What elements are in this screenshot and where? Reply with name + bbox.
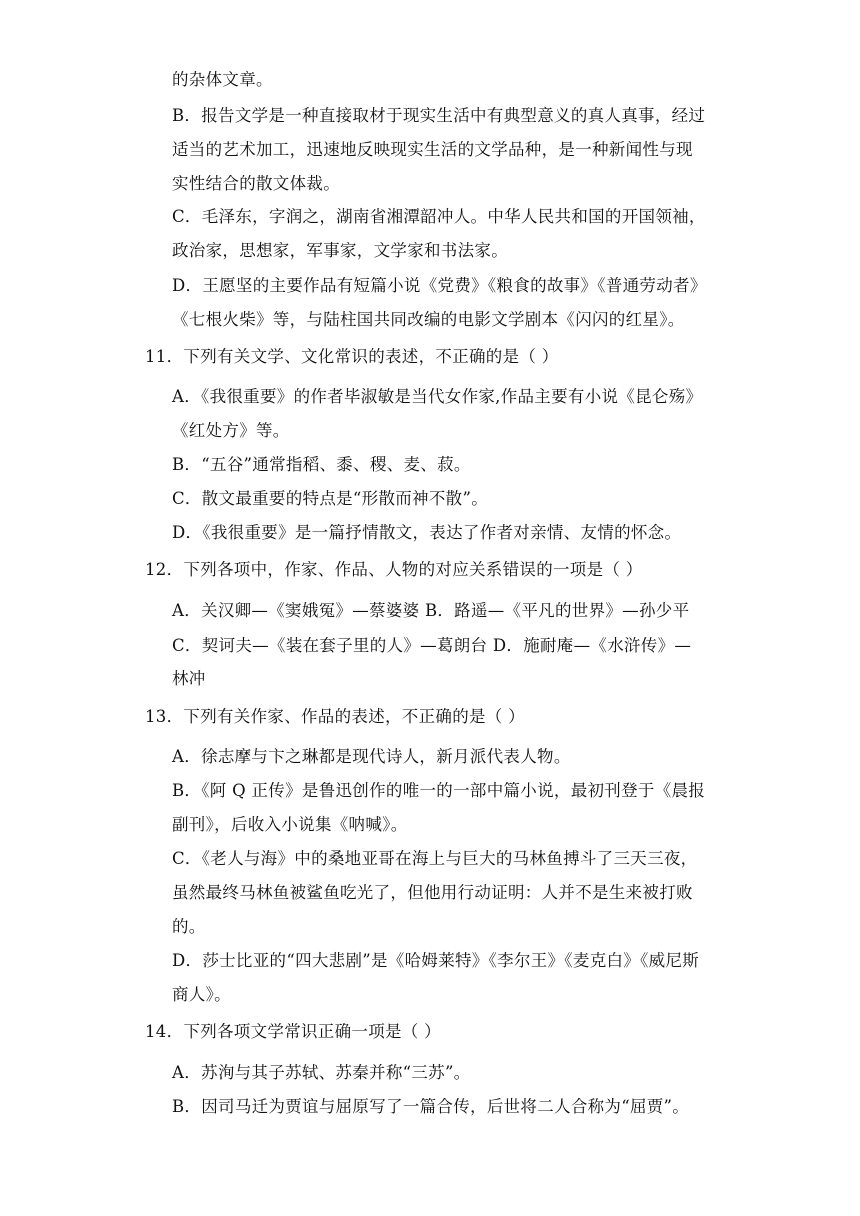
option-b-line: B．报告文学是一种直接取材于现实生活中有典型意义的真人真事，经过 <box>172 106 706 125</box>
options-cd-line: C．契诃夫—《装在套子里的人》—葛朗台 D．施耐庵—《水浒传》— <box>172 636 692 655</box>
option-b-line: B．《阿 Q 正传》是鲁迅创作的唯一的一部中篇小说，最初刊登于《晨报 <box>172 781 706 800</box>
option-d-line: D．王愿坚的主要作品有短篇小说《党费》《粮食的故事》《普通劳动者》 <box>172 276 707 295</box>
text-line: 虽然最终马林鱼被鲨鱼吃光了，但他用行动证明：人并不是生来被打败 <box>172 883 693 902</box>
text-line: 副刊》，后收入小说集《呐喊》。 <box>172 815 408 834</box>
option-c-line: C．《老人与海》中的桑地亚哥在海上与巨大的马林鱼搏斗了三天三夜， <box>172 849 698 868</box>
option-a-line: A．苏洵与其子苏轼、苏秦并称“三苏”。 <box>172 1063 471 1082</box>
text-line: 适当的艺术加工，迅速地反映现实生活的文学品种，是一种新闻性与现 <box>172 140 693 159</box>
text-line: 商人》。 <box>172 985 231 1004</box>
text-line: 林冲 <box>172 669 206 688</box>
option-b-line: B．“五谷”通常指稻、黍、稷、麦、菽。 <box>172 455 471 474</box>
question-14: 14．下列各项文学常识正确一项是（ ） <box>145 1022 441 1041</box>
option-a-line: A．徐志摩与卞之琳都是现代诗人，新月派代表人物。 <box>172 747 571 766</box>
option-d-line: D．莎士比亚的“四大悲剧”是《哈姆莱特》《李尔王》《麦克白》《威尼斯 <box>172 951 700 970</box>
question-12: 12．下列各项中，作家、作品、人物的对应关系错误的一项是（ ） <box>145 560 643 579</box>
text-line: 的。 <box>172 917 206 936</box>
option-b-line: B．因司马迁为贾谊与屈原写了一篇合传，后世将二人合称为“屈贾”。 <box>172 1097 690 1116</box>
option-d-line: D．《我很重要》是一篇抒情散文，表达了作者对亲情、友情的怀念。 <box>172 523 682 542</box>
text-line: 政治家，思想家，军事家，文学家和书法家。 <box>172 241 508 260</box>
question-11: 11．下列有关文学、文化常识的表述，不正确的是（ ） <box>145 347 559 366</box>
text-line: 《七根火柴》等，与陆柱国共同改编的电影文学剧本《闪闪的红星》。 <box>172 310 685 329</box>
text-line: 实性结合的散文体裁。 <box>172 174 340 193</box>
option-c-line: C．毛泽东，字润之，湖南省湘潭韶冲人。中华人民共和国的开国领袖， <box>172 207 706 226</box>
options-ab-line: A．关汉卿—《窦娥冤》—蔡婆婆 B．路遥—《平凡的世界》—孙少平 <box>172 601 690 620</box>
text-line: 的杂体文章。 <box>172 70 273 89</box>
text-line: 《红处方》等。 <box>172 421 290 440</box>
option-a-line: A．《我很重要》的作者毕淑敏是当代女作家,作品主要有小说《昆仑殇》 <box>172 387 703 406</box>
question-13: 13．下列有关作家、作品的表述，不正确的是（ ） <box>145 707 525 726</box>
option-c-line: C．散文最重要的特点是“形散而神不散”。 <box>172 489 488 508</box>
